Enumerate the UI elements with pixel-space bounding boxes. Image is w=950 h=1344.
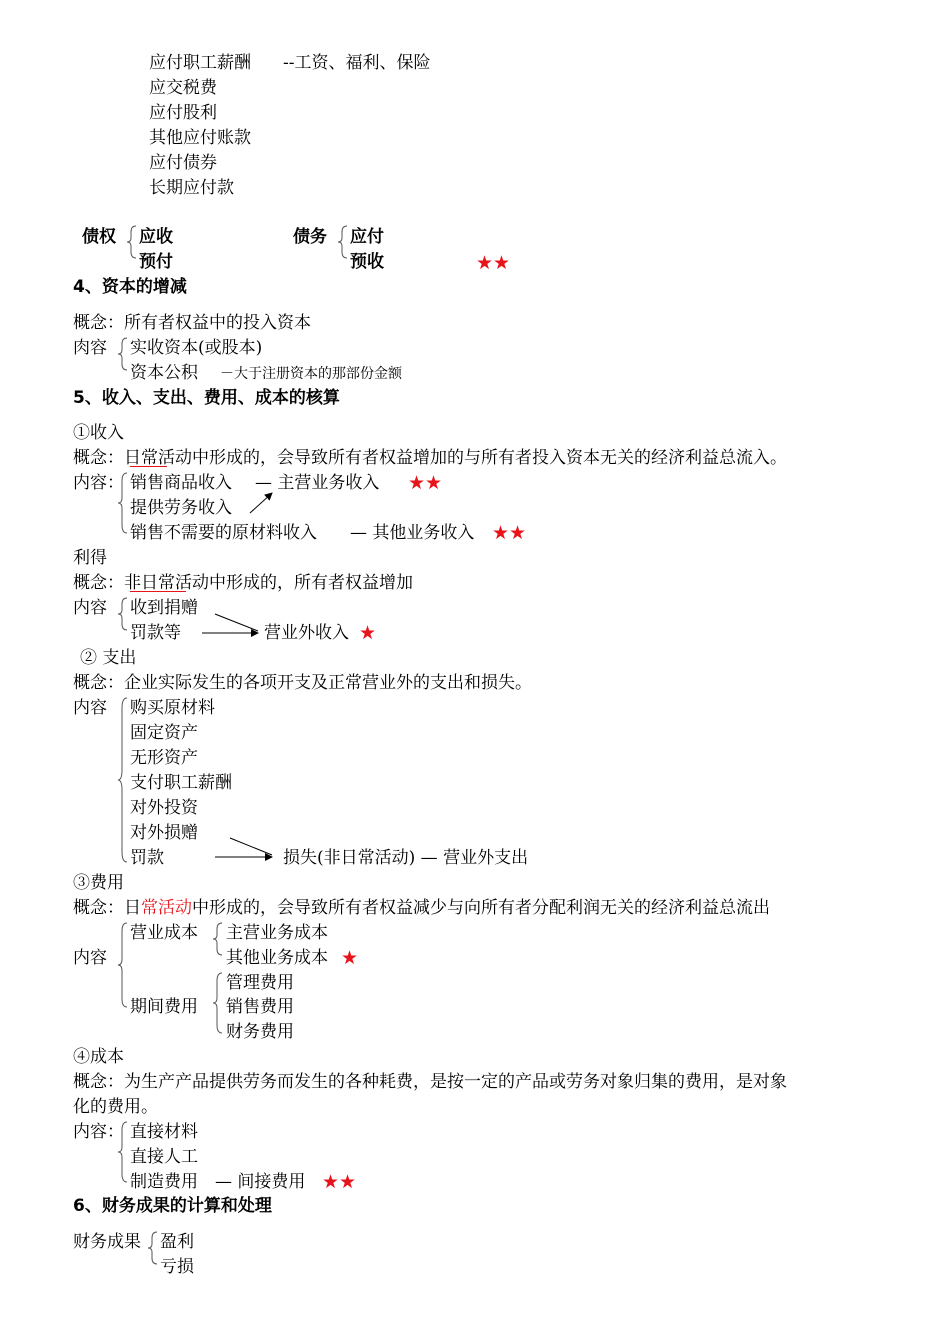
- brace-operating: [213, 923, 222, 955]
- section6-item-loss: 亏损: [160, 1257, 194, 1277]
- arrow-donation-to-nonoperating: [215, 614, 258, 631]
- debt-item-payable: 应付: [350, 227, 384, 247]
- cost-stars: ★★: [322, 1171, 357, 1193]
- liability-item-bonds: 应付债券: [149, 153, 217, 173]
- expenses-finance: 财务费用: [226, 1022, 294, 1042]
- income-key-underline: [130, 466, 167, 467]
- claims-stars: ★★: [476, 252, 511, 274]
- section4-concept: 概念：所有者权益中的投入资本: [73, 313, 311, 333]
- gains-star: ★: [359, 622, 377, 644]
- expenses-concept: 概念：日常活动中形成的，会导致所有者权益减少与向所有者分配利润无关的经济利益总流出: [73, 898, 770, 918]
- brace-section6: [148, 1232, 157, 1264]
- brace-section4: [118, 338, 127, 370]
- gains-item-fines: 罚款等: [130, 623, 181, 643]
- expenditure-item-intangible: 无形资产: [130, 748, 198, 768]
- section4-content-label: 肉容: [73, 338, 107, 358]
- creditor-item-prepaid: 预付: [139, 252, 173, 272]
- section6-heading: 6、财务成果的计算和处理: [73, 1196, 272, 1216]
- section4-heading: 4、资本的增减: [73, 277, 187, 297]
- cost-concept-line2: 化的费用。: [73, 1097, 158, 1117]
- gains-item-donation: 收到捐赠: [130, 598, 198, 618]
- gains-result: 营业外收入: [264, 623, 349, 643]
- income-concept: 概念：日常活动中形成的，会导致所有者权益增加的与所有者投入资本无关的经济利益总流入。: [73, 448, 787, 468]
- expenditure-item-fixed-assets: 固定资产: [130, 723, 198, 743]
- expenses-admin: 管理费用: [226, 973, 294, 993]
- income-item-sales: 销售商品收入: [130, 473, 232, 493]
- brace-creditor: [127, 226, 136, 258]
- expenses-content-label: 内容: [73, 948, 107, 968]
- cost-item-overhead: 制造费用: [130, 1172, 198, 1192]
- expenditure-title: ② 支出: [80, 648, 137, 668]
- cost-item-materials: 直接材料: [130, 1122, 198, 1142]
- section6-item-profit: 盈利: [160, 1232, 194, 1252]
- income-other-business: — 其他业务收入: [350, 523, 475, 543]
- arrow-donation-to-loss: [230, 838, 272, 855]
- arrow-services-to-main: [250, 493, 272, 513]
- expenditure-item-payroll: 支付职工薪酬: [130, 773, 232, 793]
- expenses-period-cost: 期间费用: [130, 997, 198, 1017]
- cost-title: ④成本: [73, 1047, 124, 1067]
- gains-content-label: 内容: [73, 598, 107, 618]
- expenses-star: ★: [341, 947, 359, 969]
- debt-label: 债务: [293, 227, 327, 247]
- gains-title: 利得: [73, 548, 107, 568]
- expenditure-item-materials: 购买原材料: [130, 698, 215, 718]
- income-content-label: 内容：: [73, 473, 124, 493]
- income-concept-key: 日常: [124, 448, 158, 468]
- expenses-concept-key: 常活动: [141, 898, 192, 918]
- debt-item-advance: 预收: [350, 252, 384, 272]
- liability-item-payroll: 应付职工薪酬: [149, 53, 251, 73]
- section4-item-capital-reserve: 资本公积: [130, 363, 198, 383]
- income-other-stars: ★★: [492, 522, 527, 544]
- gains-concept-key: 非日常: [124, 573, 175, 593]
- expenses-operating-cost: 营业成本: [130, 923, 198, 943]
- gains-key-underline: [130, 591, 186, 592]
- capital-reserve-note: －大于注册资本的那部份金额: [220, 366, 402, 382]
- expenses-selling: 销售费用: [226, 997, 294, 1017]
- payroll-note: --工资、福利、保险: [283, 53, 431, 73]
- expenditure-loss: 损失(非日常活动) — 营业外支出: [283, 848, 529, 868]
- income-title: ①收入: [73, 423, 124, 443]
- expenses-other-cost: 其他业务成本: [226, 948, 328, 968]
- income-main-business: — 主营业务收入: [255, 473, 380, 493]
- creditor-label: 债权: [82, 227, 116, 247]
- creditor-item-receivable: 应收: [139, 227, 173, 247]
- income-item-services: 提供劳务收入: [130, 498, 232, 518]
- cost-indirect: — 间接费用: [215, 1172, 306, 1192]
- liability-item-other-payables: 其他应付账款: [149, 128, 251, 148]
- expenses-title: ③费用: [73, 873, 124, 893]
- expenditure-item-investment: 对外投资: [130, 798, 198, 818]
- expenses-main-cost: 主营业务成本: [226, 923, 328, 943]
- expenditure-item-donation: 对外损赠: [130, 823, 198, 843]
- liability-item-dividends: 应付股利: [149, 103, 217, 123]
- section4-item-paid-in-capital: 实收资本(或股本): [130, 338, 263, 358]
- expenditure-item-fines: 罚款: [130, 848, 164, 868]
- section6-label: 财务成果: [73, 1232, 141, 1252]
- cost-item-labor: 直接人工: [130, 1147, 198, 1167]
- expenditure-content-label: 内容: [73, 698, 107, 718]
- section5-heading: 5、收入、支出、费用、成本的核算: [73, 388, 340, 408]
- liability-item-taxes: 应交税费: [149, 78, 217, 98]
- income-main-stars: ★★: [408, 472, 443, 494]
- expenditure-concept: 概念：企业实际发生的各项开支及正常营业外的支出和损失。: [73, 673, 532, 693]
- brace-debt: [338, 226, 347, 258]
- brace-expenses-content: [118, 923, 127, 1007]
- brace-period: [213, 973, 222, 1033]
- cost-concept-line1: 概念：为生产产品提供劳务而发生的各种耗费，是按一定的产品或劳务对象归集的费用，是对象: [73, 1072, 787, 1092]
- gains-concept: 概念：非日常活动中形成的，所有者权益增加: [73, 573, 413, 593]
- liability-item-long-term: 长期应付款: [149, 178, 234, 198]
- income-item-materials: 销售不需要的原材料收入: [130, 523, 317, 543]
- brace-gains: [118, 598, 127, 630]
- cost-content-label: 内容：: [73, 1122, 124, 1142]
- brace-expenditure: [118, 698, 127, 862]
